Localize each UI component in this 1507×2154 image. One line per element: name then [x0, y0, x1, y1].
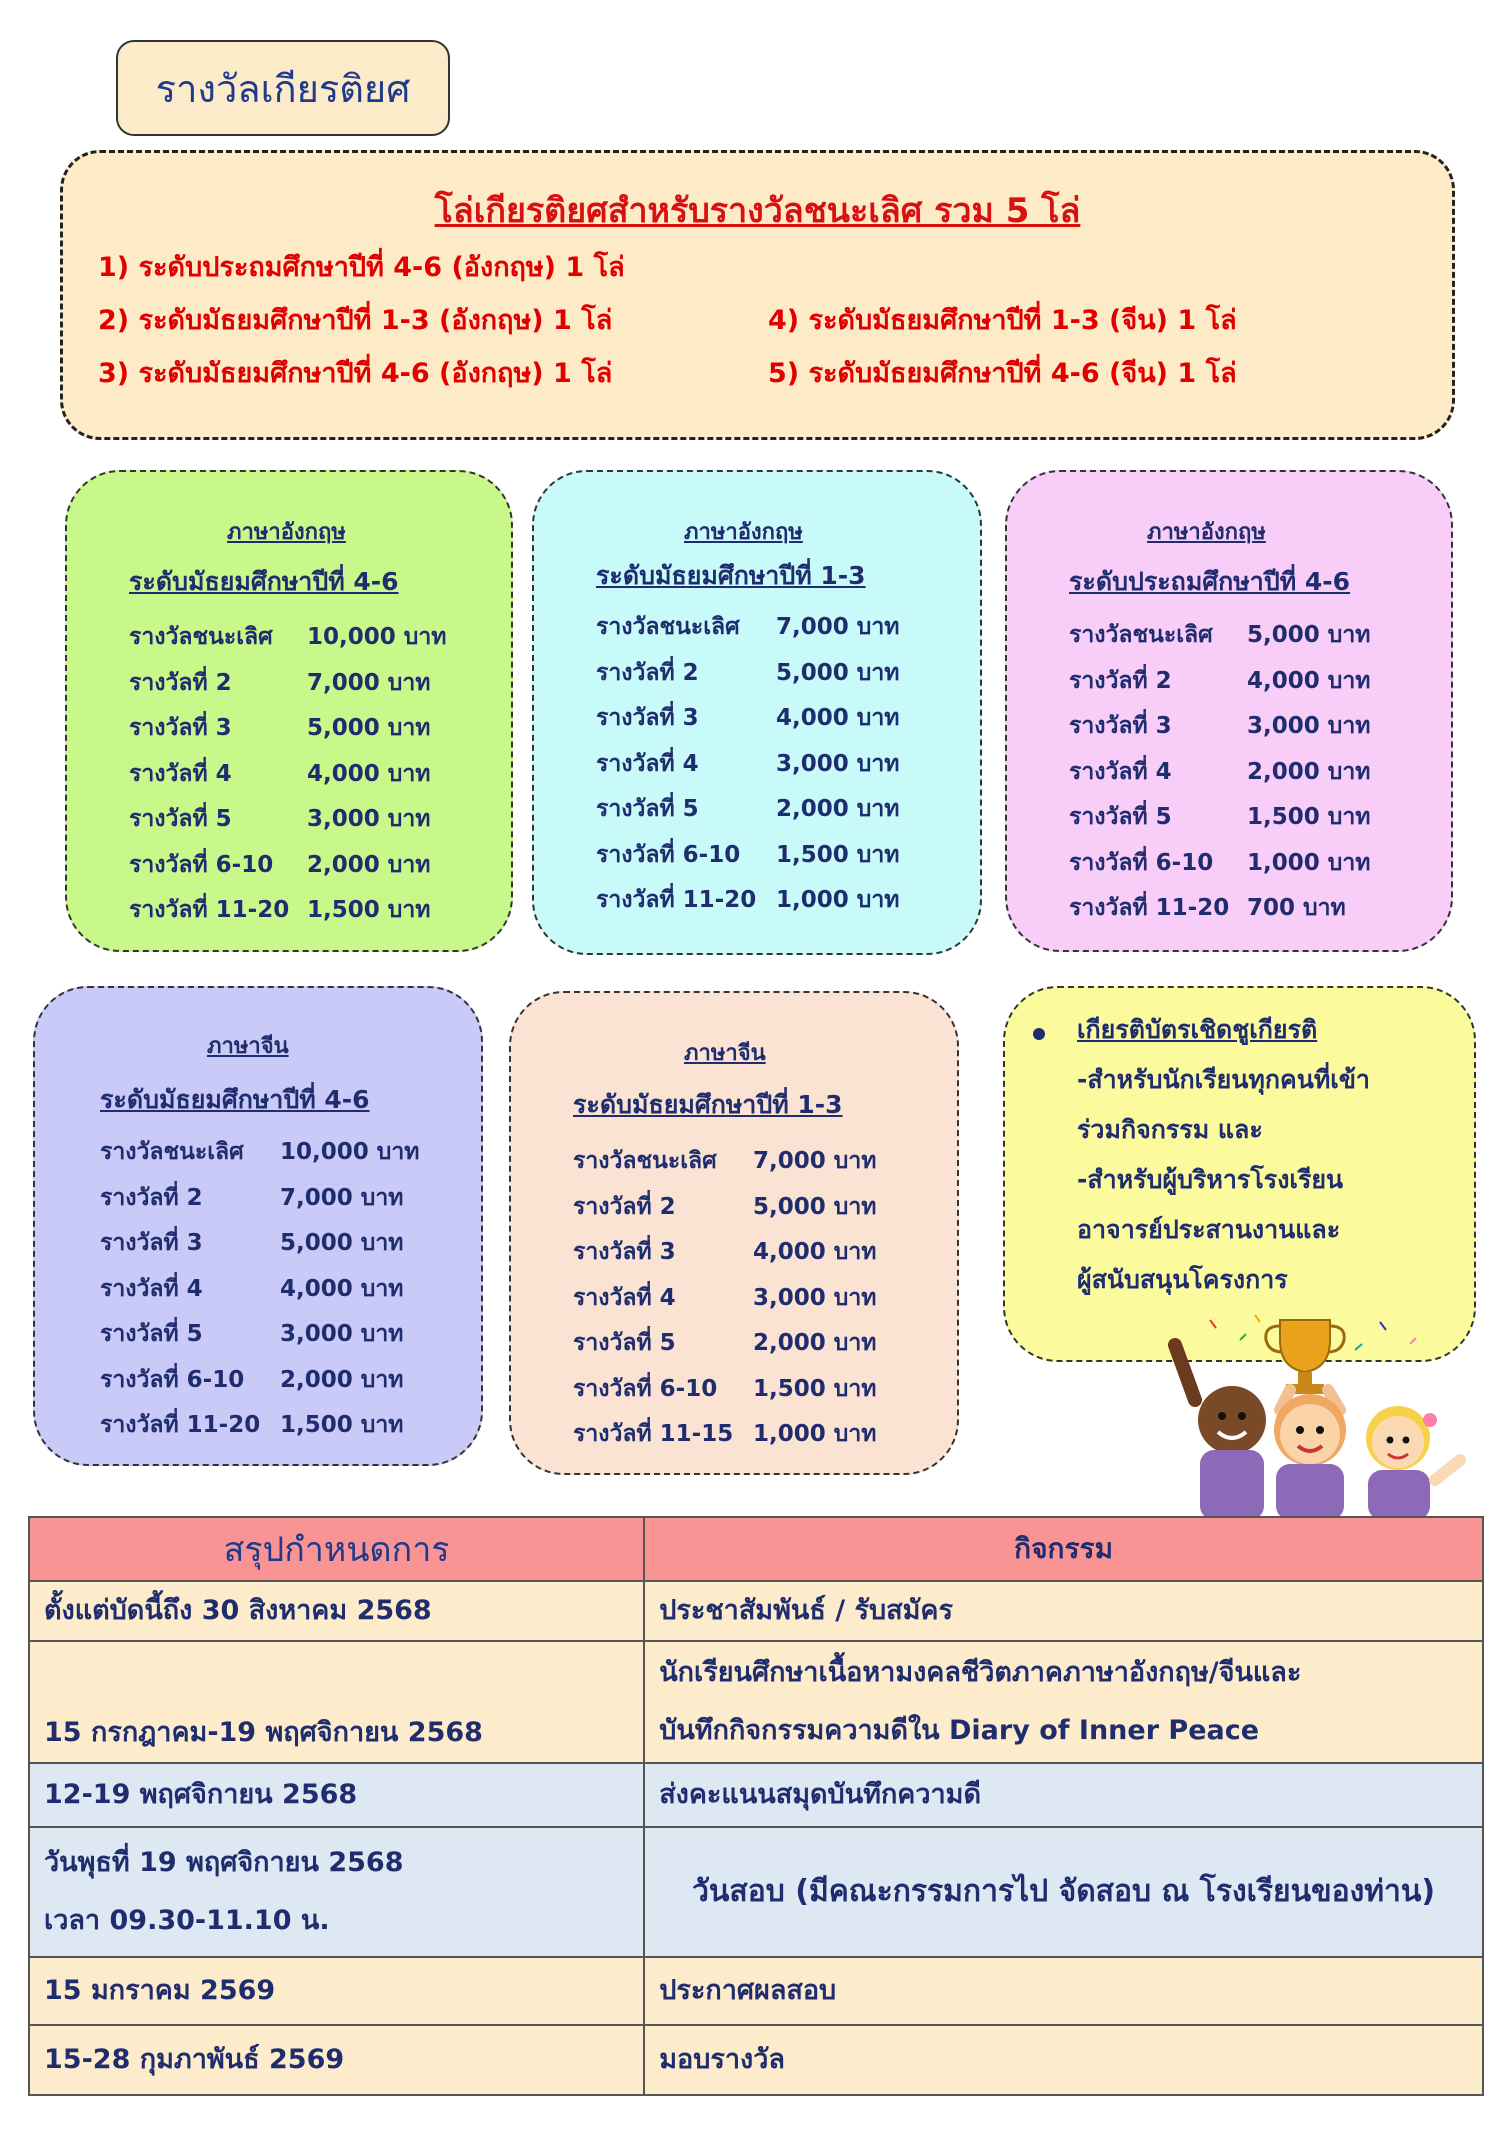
certificate-line: อาจารย์ประสานงานและ: [1077, 1215, 1341, 1244]
prize-amount: 3,000 บาท: [776, 750, 900, 777]
prize-label: รางวัลที่ 3: [596, 705, 699, 731]
schedule-activity: ประกาศผลสอบ: [644, 1957, 1483, 2025]
prize-row: [596, 700, 900, 736]
prize-row: [100, 1316, 404, 1352]
prize-amount: 2,000 บาท: [307, 851, 431, 878]
prize-amount: 10,000 บาท: [280, 1139, 420, 1165]
prize-amount: 1,500 บาท: [1247, 804, 1371, 830]
prize-amount: 5,000 บาท: [753, 1193, 877, 1220]
prize-card-level: ระดับมัธยมศึกษาปีที่ 1-3: [596, 561, 866, 590]
prize-card: [509, 991, 959, 1475]
prize-amount: 1,500 บาท: [776, 841, 900, 868]
prize-card: [33, 986, 483, 1466]
schedule-activity: มอบรางวัล: [644, 2025, 1483, 2095]
prize-row: [1069, 617, 1371, 653]
prize-row: [573, 1325, 877, 1361]
prize-label: รางวัลที่ 11-20: [100, 1412, 261, 1438]
certificate-heading: เกียรติบัตรเชิดชูเกียรติ: [1077, 1015, 1318, 1044]
prize-amount: 4,000 บาท: [776, 705, 900, 731]
prize-amount: 3,000 บาท: [307, 806, 431, 832]
prize-row: [596, 746, 900, 782]
prize-row: [1069, 799, 1371, 835]
certificate-line: -สำหรับนักเรียนทุกคนที่เข้า: [1077, 1065, 1370, 1094]
prize-amount: 4,000 บาท: [280, 1275, 404, 1302]
schedule-header-activity: กิจกรรม: [644, 1517, 1483, 1581]
trophy-line: 5) ระดับมัธยมศึกษาปีที่ 4-6 (จีน) 1 โล่: [768, 358, 1237, 389]
prize-label: รางวัลที่ 6-10: [596, 841, 741, 868]
prize-row: [129, 756, 431, 792]
prize-row: [129, 619, 447, 655]
page-title: รางวัลเกียรติยศ: [116, 40, 450, 136]
trophy-line: 1) ระดับประถมศึกษาปีที่ 4-6 (อังกฤษ) 1 โล่: [98, 252, 625, 283]
schedule-date: 12-19 พฤศจิกายน 2568: [29, 1763, 644, 1827]
schedule-activity: นักเรียนศึกษาเนื้อหามงคลชีวิตภาคภาษาอังกฤษ/จีนและ บันทึกกิจกรรมความดีใน Diary of Inner Peace: [644, 1641, 1483, 1763]
certificate-line: ผู้สนับสนุนโครงการ: [1077, 1265, 1288, 1294]
prize-row: [573, 1234, 877, 1270]
prize-amount: 5,000 บาท: [1247, 622, 1371, 648]
prize-amount: 1,000 บาท: [776, 887, 900, 913]
prize-card-language: ภาษาอังกฤษ: [227, 520, 346, 545]
prize-label: รางวัลที่ 5: [1069, 804, 1172, 830]
prize-amount: 2,000 บาท: [280, 1366, 404, 1393]
prize-label: รางวัลที่ 4: [100, 1275, 203, 1302]
prize-amount: 1,000 บาท: [1247, 849, 1371, 876]
prize-label: รางวัลที่ 6-10: [129, 851, 274, 878]
prize-card: [65, 470, 513, 952]
child-right: [1366, 1406, 1460, 1520]
prize-row: [573, 1189, 877, 1225]
prize-row: [573, 1143, 877, 1179]
schedule-table: [28, 1516, 1484, 2096]
prize-amount: 4,000 บาท: [307, 760, 431, 787]
prize-label: รางวัลที่ 2: [129, 669, 232, 696]
schedule-date: 15-28 กุมภาพันธ์ 2569: [29, 2025, 644, 2095]
prize-amount: 7,000 บาท: [307, 669, 431, 696]
prize-row: [596, 837, 900, 873]
prize-row: [100, 1362, 404, 1398]
schedule-row: [29, 1827, 1483, 1957]
prize-row: [100, 1271, 404, 1307]
prize-card-language: ภาษาจีน: [684, 1041, 766, 1066]
prize-row: [1069, 890, 1346, 926]
prize-amount: 3,000 บาท: [753, 1284, 877, 1311]
prize-amount: 5,000 บาท: [307, 715, 431, 741]
prize-label: รางวัลที่ 4: [573, 1284, 676, 1311]
prize-amount: 7,000 บาท: [776, 614, 900, 640]
schedule-activity: ส่งคะแนนสมุดบันทึกความดี: [644, 1763, 1483, 1827]
prize-amount: 1,500 บาท: [753, 1375, 877, 1402]
prize-amount: 7,000 บาท: [753, 1148, 877, 1174]
prize-label: รางวัลที่ 2: [100, 1184, 203, 1211]
prize-card-language: ภาษาอังกฤษ: [684, 520, 803, 545]
schedule-row: [29, 1763, 1483, 1827]
prize-row: [573, 1416, 877, 1452]
prize-label: รางวัลที่ 5: [596, 796, 699, 822]
trophy-line: 2) ระดับมัธยมศึกษาปีที่ 1-3 (อังกฤษ) 1 โล่: [98, 305, 613, 336]
prize-label: รางวัลที่ 4: [129, 760, 232, 787]
prize-amount: 1,500 บาท: [307, 897, 431, 923]
schedule-header-row: [29, 1517, 1483, 1581]
prize-amount: 2,000 บาท: [776, 796, 900, 822]
prize-amount: 700 บาท: [1247, 895, 1346, 921]
prize-row: [1069, 845, 1371, 881]
prize-row: [129, 665, 431, 701]
prize-label: รางวัลที่ 5: [573, 1330, 676, 1356]
prize-card: [532, 470, 982, 955]
prize-row: [1069, 754, 1371, 790]
prize-row: [596, 609, 900, 645]
prize-row: [573, 1280, 877, 1316]
trophy-icon: [1266, 1320, 1344, 1394]
prize-card: [1005, 470, 1453, 952]
prize-row: [100, 1407, 404, 1443]
prize-amount: 2,000 บาท: [753, 1330, 877, 1356]
prize-label: รางวัลที่ 2: [596, 659, 699, 686]
prize-amount: 5,000 บาท: [776, 659, 900, 686]
prize-label: รางวัลที่ 3: [1069, 713, 1172, 739]
schedule-row: [29, 1957, 1483, 2025]
prize-row: [100, 1180, 404, 1216]
prize-amount: 1,500 บาท: [280, 1412, 404, 1438]
bullet-icon: [1033, 1028, 1045, 1040]
prize-label: รางวัลที่ 4: [596, 750, 699, 777]
prize-row: [1069, 708, 1371, 744]
child-middle: [1274, 1390, 1346, 1520]
prize-label: รางวัลที่ 11-20: [1069, 895, 1230, 921]
prize-label: รางวัลที่ 4: [1069, 758, 1172, 785]
schedule-date: ตั้งแต่บัดนี้ถึง 30 สิงหาคม 2568: [29, 1581, 644, 1641]
schedule-date: วันพุธที่ 19 พฤศจิกายน 2568 เวลา 09.30-11.10 น.: [29, 1827, 644, 1957]
prize-row: [129, 847, 431, 883]
prize-row: [573, 1371, 877, 1407]
schedule-date: 15 มกราคม 2569: [29, 1957, 644, 2025]
prize-label: รางวัลชนะเลิศ: [100, 1139, 244, 1165]
schedule-date: 15 กรกฎาคม-19 พฤศจิกายน 2568: [29, 1641, 644, 1763]
prize-label: รางวัลที่ 6-10: [100, 1366, 245, 1393]
prize-amount: 7,000 บาท: [280, 1184, 404, 1211]
prize-card-level: ระดับมัธยมศึกษาปีที่ 4-6: [129, 567, 399, 596]
prize-row: [129, 892, 431, 928]
prize-label: รางวัลที่ 2: [1069, 667, 1172, 694]
certificate-line: ร่วมกิจกรรม และ: [1077, 1115, 1263, 1144]
schedule-row: [29, 1581, 1483, 1641]
schedule-row: [29, 1641, 1483, 1763]
prize-row: [100, 1134, 420, 1170]
schedule-row: [29, 2025, 1483, 2095]
prize-amount: 4,000 บาท: [753, 1239, 877, 1265]
prize-label: รางวัลที่ 11-20: [596, 887, 757, 913]
prize-label: รางวัลที่ 3: [573, 1239, 676, 1265]
prize-amount: 2,000 บาท: [1247, 758, 1371, 785]
prize-row: [596, 882, 900, 918]
schedule-header-date: สรุปกำหนดการ: [29, 1517, 644, 1581]
prize-row: [1069, 663, 1371, 699]
prize-row: [596, 655, 900, 691]
prize-card-level: ระดับมัธยมศึกษาปีที่ 4-6: [100, 1085, 370, 1114]
prize-label: รางวัลที่ 5: [129, 806, 232, 832]
prize-label: รางวัลที่ 11-15: [573, 1421, 734, 1447]
trophy-line: 4) ระดับมัธยมศึกษาปีที่ 1-3 (จีน) 1 โล่: [768, 305, 1237, 336]
schedule-activity: วันสอบ (มีคณะกรรมการไป จัดสอบ ณ โรงเรียนของท่าน): [644, 1827, 1483, 1957]
prize-label: รางวัลที่ 3: [100, 1230, 203, 1256]
prize-amount: 10,000 บาท: [307, 624, 447, 650]
certificate-line: -สำหรับผู้บริหารโรงเรียน: [1077, 1165, 1344, 1194]
prize-label: รางวัลที่ 2: [573, 1193, 676, 1220]
prize-amount: 1,000 บาท: [753, 1421, 877, 1447]
prize-label: รางวัลที่ 6-10: [1069, 849, 1214, 876]
trophy-box: [60, 150, 1455, 440]
prize-card-level: ระดับมัธยมศึกษาปีที่ 1-3: [573, 1090, 843, 1119]
schedule-activity: ประชาสัมพันธ์ / รับสมัคร: [644, 1581, 1483, 1641]
prize-label: รางวัลชนะเลิศ: [1069, 622, 1213, 648]
prize-amount: 3,000 บาท: [1247, 713, 1371, 739]
prize-amount: 4,000 บาท: [1247, 667, 1371, 694]
prize-label: รางวัลที่ 5: [100, 1321, 203, 1347]
prize-label: รางวัลชนะเลิศ: [129, 624, 273, 650]
prize-card-language: ภาษาอังกฤษ: [1147, 520, 1266, 545]
prize-label: รางวัลชนะเลิศ: [596, 614, 740, 640]
prize-amount: 5,000 บาท: [280, 1230, 404, 1256]
prize-card-language: ภาษาจีน: [207, 1034, 289, 1059]
child-left: [1175, 1345, 1266, 1520]
prize-label: รางวัลที่ 6-10: [573, 1375, 718, 1402]
prize-amount: 3,000 บาท: [280, 1321, 404, 1347]
prize-label: รางวัลที่ 3: [129, 715, 232, 741]
prize-row: [129, 801, 431, 837]
prize-row: [129, 710, 431, 746]
prize-label: รางวัลชนะเลิศ: [573, 1148, 717, 1174]
prize-card-level: ระดับประถมศึกษาปีที่ 4-6: [1069, 567, 1351, 596]
prize-label: รางวัลที่ 11-20: [129, 897, 290, 923]
trophy-line: 3) ระดับมัธยมศึกษาปีที่ 4-6 (อังกฤษ) 1 โล่: [98, 358, 613, 389]
prize-row: [596, 791, 900, 827]
prize-row: [100, 1225, 404, 1261]
children-trophy-illustration: [1150, 1300, 1480, 1520]
trophy-heading: โล่เกียรติยศสำหรับรางวัลชนะเลิศ รวม 5 โล่: [434, 191, 1081, 231]
